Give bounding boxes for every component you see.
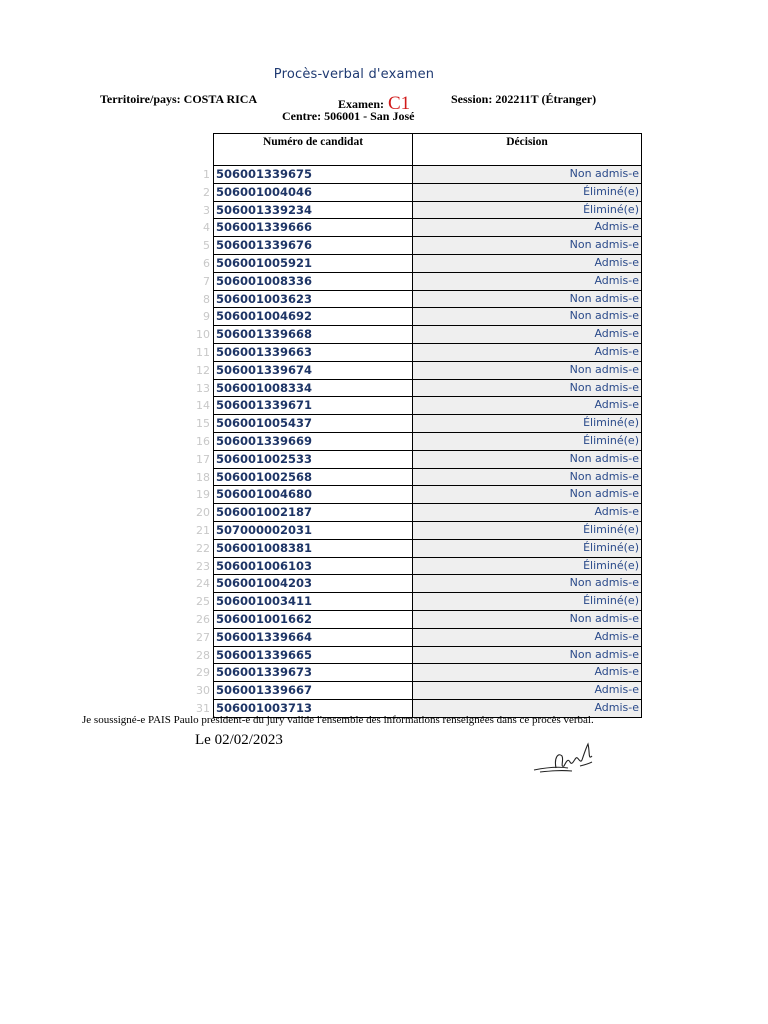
table-row (196, 380, 641, 398)
table-row (196, 558, 641, 576)
table-row (196, 469, 641, 487)
table-row (196, 540, 641, 558)
table-row (203, 273, 641, 291)
table-row (196, 647, 641, 665)
decision-cell: Non admis-e (413, 237, 641, 254)
table-header (214, 134, 641, 166)
table-row (196, 611, 641, 629)
territory-label: Territoire/pays: (100, 92, 181, 106)
centre-field (282, 109, 414, 124)
table-row (196, 326, 641, 344)
row-index: 7 (203, 274, 210, 288)
row-index: 28 (196, 648, 210, 662)
session-value: 202211T (Étranger) (495, 92, 597, 106)
table-row (196, 451, 641, 469)
decision-cell: Admis-e (413, 504, 641, 521)
decision-cell: Non admis-e (413, 380, 641, 397)
decision-cell: Admis-e (413, 700, 641, 717)
territory-field (100, 92, 257, 107)
row-index: 5 (203, 239, 210, 253)
candidate-number: 506001339668 (214, 326, 413, 343)
column-header-number: Numéro de candidat (214, 134, 413, 165)
decision-cell: Non admis-e (413, 469, 641, 486)
handwritten-signature (530, 738, 600, 778)
decision-cell: Non admis-e (413, 575, 641, 592)
row-index: 8 (203, 292, 210, 306)
decision-cell: Admis-e (413, 219, 641, 236)
table-row (203, 219, 641, 237)
row-index: 23 (196, 559, 210, 573)
row-index: 9 (203, 310, 210, 324)
table-row (196, 575, 641, 593)
candidate-number: 506001339676 (214, 237, 413, 254)
column-header-decision: Décision (506, 136, 548, 148)
jury-statement: Je soussigné-e PAIS Paulo président-e du jury valide l'ensemble des informations renseignées dans ce procès verbal. (82, 714, 594, 726)
row-index: 13 (196, 381, 210, 395)
row-index: 15 (196, 417, 210, 431)
table-body (196, 166, 641, 718)
row-index: 14 (196, 399, 210, 413)
candidate-number: 506001004203 (214, 575, 413, 592)
candidate-number: 506001339665 (214, 647, 413, 664)
candidate-number: 506001004046 (214, 184, 413, 201)
territory-value: COSTA RICA (183, 92, 258, 106)
candidate-number: 506001339675 (214, 166, 413, 183)
row-index: 30 (196, 684, 210, 698)
table-row (196, 522, 641, 540)
row-index: 31 (196, 701, 210, 715)
row-index: 20 (196, 506, 210, 520)
row-index: 17 (196, 452, 210, 466)
row-index: 21 (196, 523, 210, 537)
examen-label: Examen: (338, 97, 384, 111)
candidate-number: 506001001662 (214, 611, 413, 628)
table-row (196, 415, 641, 433)
table-row (203, 237, 641, 255)
decision-cell: Éliminé(e) (413, 558, 641, 575)
row-index: 4 (203, 221, 210, 235)
table-row (196, 504, 641, 522)
table-row (203, 255, 641, 273)
row-index: 3 (203, 203, 210, 217)
row-index: 6 (203, 256, 210, 270)
candidate-number: 506001339671 (214, 397, 413, 414)
decision-cell: Éliminé(e) (413, 433, 641, 450)
table-row (203, 184, 641, 202)
candidate-number: 506001008336 (214, 273, 413, 290)
table-row (203, 291, 641, 309)
row-index: 16 (196, 434, 210, 448)
row-index: 22 (196, 541, 210, 555)
decision-cell: Éliminé(e) (413, 415, 641, 432)
table-row (203, 166, 641, 184)
decision-cell: Admis-e (413, 255, 641, 272)
session-label: Session: (451, 92, 493, 106)
decision-cell: Non admis-e (413, 486, 641, 503)
decision-cell: Non admis-e (413, 611, 641, 628)
table-row (196, 362, 641, 380)
decision-cell: Éliminé(e) (413, 540, 641, 557)
candidate-number: 506001339673 (214, 664, 413, 681)
examen-value: C1 (388, 93, 411, 114)
table-row (196, 433, 641, 451)
results-table (196, 133, 642, 718)
decision-cell: Admis-e (413, 273, 641, 290)
document-title: Procès-verbal d'examen (273, 67, 435, 82)
decision-cell: Admis-e (413, 629, 641, 646)
table-row (196, 664, 641, 682)
candidate-number: 506001339667 (214, 682, 413, 699)
decision-cell: Non admis-e (413, 291, 641, 308)
centre-value: 506001 - San José (324, 109, 415, 123)
decision-cell: Non admis-e (413, 308, 641, 325)
candidate-number: 506001005921 (214, 255, 413, 272)
table-row (196, 682, 641, 700)
decision-cell: Non admis-e (413, 647, 641, 664)
candidate-number: 506001002568 (214, 469, 413, 486)
table-row (196, 593, 641, 611)
decision-cell: Admis-e (413, 344, 641, 361)
row-index: 1 (203, 168, 210, 181)
candidate-number: 506001002187 (214, 504, 413, 521)
row-index: 25 (196, 595, 210, 609)
candidate-number: 506001004692 (214, 308, 413, 325)
table-row (196, 397, 641, 415)
row-index: 19 (196, 488, 210, 502)
candidate-number: 506001003411 (214, 593, 413, 610)
row-index: 29 (196, 666, 210, 680)
centre-label: Centre: (282, 109, 322, 123)
candidate-number: 506001339669 (214, 433, 413, 450)
row-index: 27 (196, 630, 210, 644)
row-index: 26 (196, 612, 210, 626)
candidate-number: 506001339663 (214, 344, 413, 361)
row-index: 12 (196, 363, 210, 377)
candidate-number: 506001003623 (214, 291, 413, 308)
row-index: 2 (203, 185, 210, 199)
decision-cell: Éliminé(e) (413, 202, 641, 219)
table-row (196, 629, 641, 647)
candidate-number: 506001008381 (214, 540, 413, 557)
decision-cell: Admis-e (413, 326, 641, 343)
session-field (451, 92, 596, 107)
candidate-number: 506001339234 (214, 202, 413, 219)
row-index: 24 (196, 577, 210, 591)
candidate-number: 506001005437 (214, 415, 413, 432)
table-row (196, 344, 641, 362)
decision-cell: Éliminé(e) (413, 593, 641, 610)
table-row (203, 202, 641, 220)
candidate-number: 506001003713 (214, 700, 413, 717)
row-index: 11 (196, 345, 210, 359)
decision-cell: Non admis-e (413, 451, 641, 468)
candidate-number: 506001008334 (214, 380, 413, 397)
decision-cell: Éliminé(e) (413, 522, 641, 539)
candidate-number: 506001339674 (214, 362, 413, 379)
decision-cell: Éliminé(e) (413, 184, 641, 201)
row-index: 18 (196, 470, 210, 484)
table-row (203, 308, 641, 326)
decision-cell: Admis-e (413, 397, 641, 414)
candidate-number: 506001002533 (214, 451, 413, 468)
signature-date: Le 02/02/2023 (195, 732, 283, 748)
candidate-number: 506001006103 (214, 558, 413, 575)
row-index: 10 (196, 328, 210, 342)
candidate-number: 506001339664 (214, 629, 413, 646)
candidate-number: 506001339666 (214, 219, 413, 236)
decision-cell: Non admis-e (413, 362, 641, 379)
decision-cell: Admis-e (413, 682, 641, 699)
decision-cell: Admis-e (413, 664, 641, 681)
candidate-number: 507000002031 (214, 522, 413, 539)
decision-cell: Non admis-e (413, 166, 641, 183)
candidate-number: 506001004680 (214, 486, 413, 503)
table-row (196, 486, 641, 504)
